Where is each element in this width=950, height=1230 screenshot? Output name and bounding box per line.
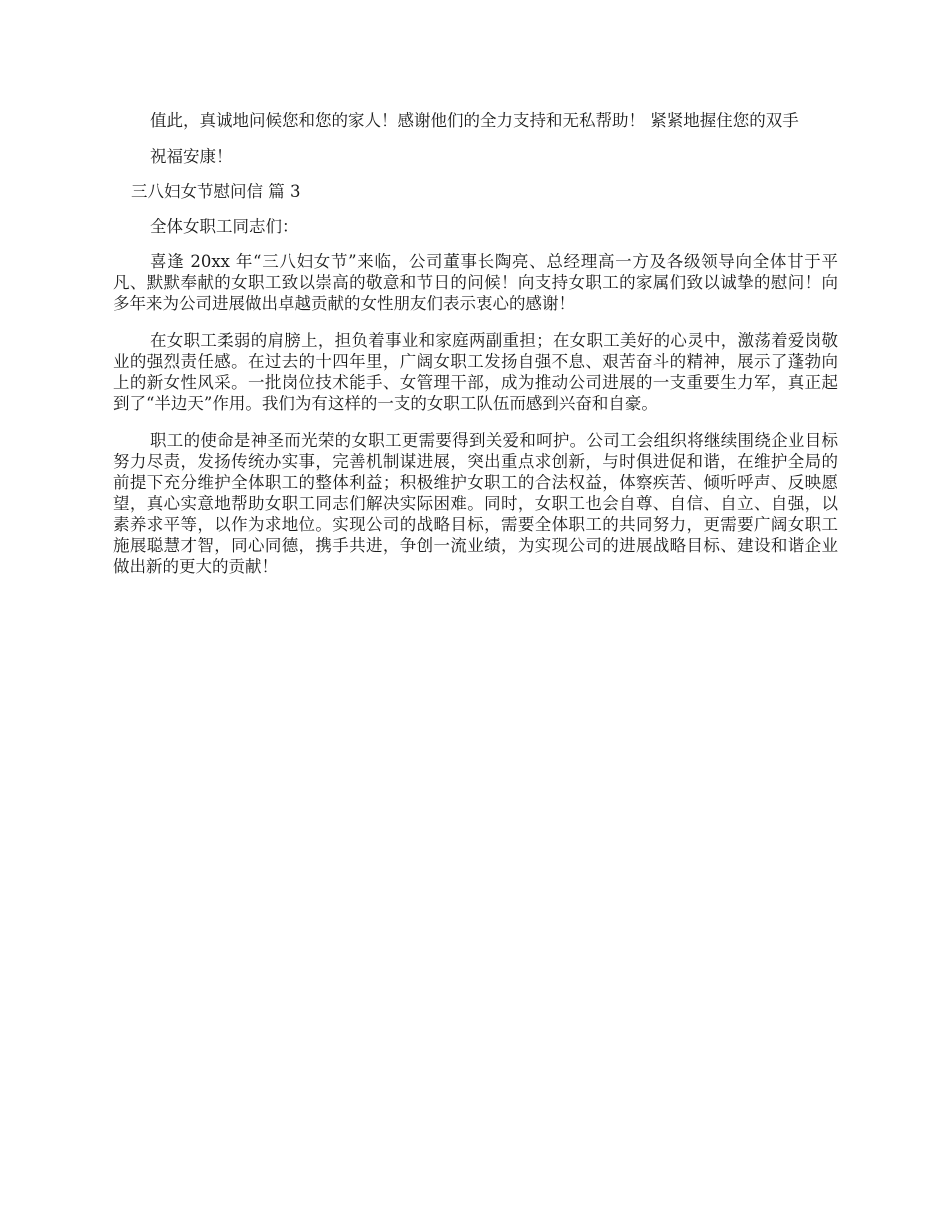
- paragraph-mission: 职工的使命是神圣而光荣的女职工更需要得到关爱和呵护。公司工会组织将继续围绕企业目标努力尽责，发扬传统办实事，完善机制谋进展，突出重点求创新，与时俱进促和谐，在维护全局的前提下充分维护全体职工的整体利益；积极维护女职工的合法权益，体察疾苦、倾听呼声、反映愿望，真心实意地帮助女职工同志们解决实际困难。同时，女职工也会自尊、自信、自立、自强，以素养求平等，以作为求地位。实现公司的战略目标，需要全体职工的共同努力，更需要广阔女职工施展聪慧才智，同心同德，携手共进，争创一流业绩，为实现公司的进展战略目标、建设和谐企业做出新的更大的贡献！: [113, 431, 838, 576]
- section-heading: 三八妇女节慰问信 篇 3: [131, 182, 301, 201]
- salutation: 全体女职工同志们：: [150, 217, 299, 236]
- paragraph-festival-greeting: 喜逢 20xx 年“三八妇女节”来临，公司董事长陶亮、总经理高一方及各级领导向全体甘于平凡、默默奉献的女职工致以崇高的敬意和节日的问候！向支持女职工的家属们致以诚挚的慰问！向多年来为公司进展做出卓越贡献的女性朋友们表示衷心的感谢！: [113, 252, 838, 313]
- document-page: [113, 110, 838, 577]
- paragraph-achievements: 在女职工柔弱的肩膀上，担负着事业和家庭两副重担；在女职工美好的心灵中，激荡着爱岗敬业的强烈责任感。在过去的十四年里，广阔女职工发扬自强不息、艰苦奋斗的精神，展示了蓬勃向上的新女性风采。一批岗位技术能手、女管理干部，成为推动公司进展的一支重要生力军，真正起到了“半边天”作用。我们为有这样的一支的女职工队伍而感到兴奋和自豪。: [113, 331, 838, 413]
- paragraph-blessing: 祝福安康！: [150, 147, 233, 166]
- paragraph-greeting: 值此，真诚地问候您和您的家人！感谢他们的全力支持和无私帮助！ 紧紧地握住您的双手: [150, 111, 799, 130]
